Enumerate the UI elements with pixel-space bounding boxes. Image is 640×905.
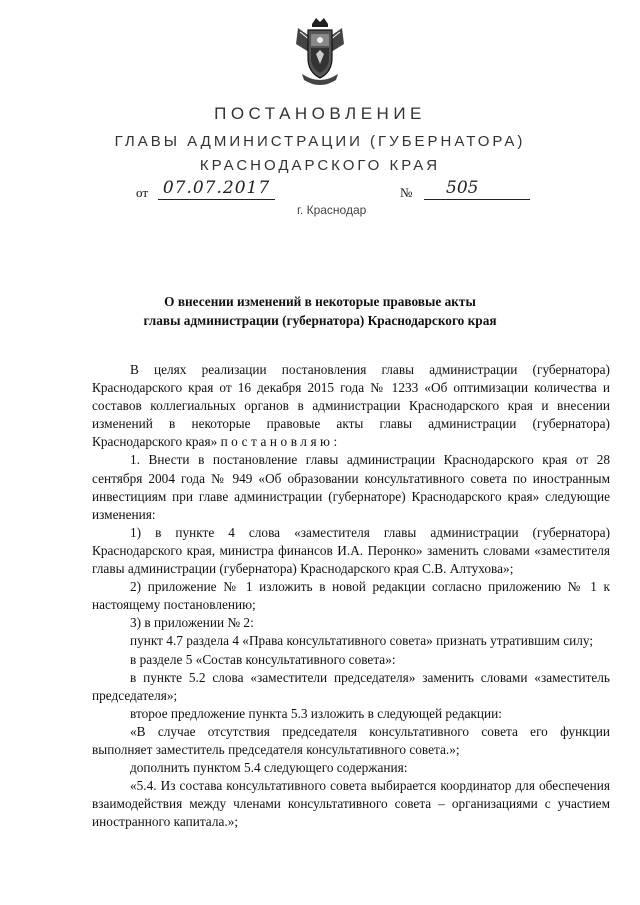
paragraph: «5.4. Из состава консультативного совета выбирается координатор для обеспечения взаимодействия между членами консультативного совета – организациями с участием иностранного капитала.»; xyxy=(92,778,610,830)
document-title xyxy=(80,292,560,330)
number-label: № xyxy=(400,185,413,200)
city-label: г. Краснодар xyxy=(297,203,367,217)
number-value: 505 xyxy=(424,178,530,200)
title-line-2: главы администрации (губернатора) Краснодарского края xyxy=(143,313,497,328)
paragraph: в разделе 5 «Состав консультативного совета»: xyxy=(130,651,396,667)
preamble-end: : xyxy=(333,434,338,450)
preamble-text: В целях реализации постановления главы администрации (губернатора) Краснодарского края от 16 декабря 2015 года № 1233 «Об оптимизации количества и составов коллегиальных органов в администрации Краснодарского края и внесении изменений в некоторые правовые акты главы администрации (губернатора) Краснодарского края» xyxy=(92,362,610,450)
paragraph: «В случае отсутствия председателя консультативного совета его функции выполняет заместитель председателя консультативного совета.»; xyxy=(92,723,610,757)
issuer-heading: ГЛАВЫ АДМИНИСТРАЦИИ (ГУБЕРНАТОРА) xyxy=(114,133,526,150)
paragraph-preamble xyxy=(92,361,610,451)
paragraph: 3) в приложении № 2: xyxy=(130,615,254,631)
paragraph: 1) в пункте 4 слова «заместителя главы администрации (губернатора) Краснодарского края, министра финансов И.А. Перонко» заменить словами «заместителя главы администрации (губернатора) Краснодарского края С.В. Алтухова»; xyxy=(92,524,610,577)
region-heading: КРАСНОДАРСКОГО КРАЯ xyxy=(199,157,441,174)
paragraph: второе предложение пункта 5.3 изложить в следующей редакции: xyxy=(130,705,502,721)
document-body xyxy=(92,361,610,831)
paragraph: 1. Внести в постановление главы администрации Краснодарского края от 28 сентября 2004 года № 949 «Об образовании консультативного совета по иностранным инвестициям при главе администрации (губернаторе) Краснодарского края» следующие изменения: xyxy=(92,452,610,522)
title-line-1: О внесении изменений в некоторые правовые акты xyxy=(164,294,476,309)
paragraph: пункт 4.7 раздела 4 «Права консультативного совета» признать утратившим силу; xyxy=(130,633,594,649)
coat-of-arms-emblem xyxy=(292,14,348,86)
date-value: 07.07.2017 xyxy=(158,178,275,200)
paragraph: в пункте 5.2 слова «заместители председателя» заменить словами «заместитель председателя»; xyxy=(92,669,610,703)
paragraph: 2) приложение № 1 изложить в новой редакции согласно приложению № 1 к настоящему постановлению; xyxy=(92,579,610,613)
resolve-word: постановляю xyxy=(220,434,334,450)
date-label: от xyxy=(136,185,149,200)
paragraph: дополнить пунктом 5.4 следующего содержания: xyxy=(130,760,408,776)
doc-type-heading: ПОСТАНОВЛЕНИЕ xyxy=(214,104,426,123)
